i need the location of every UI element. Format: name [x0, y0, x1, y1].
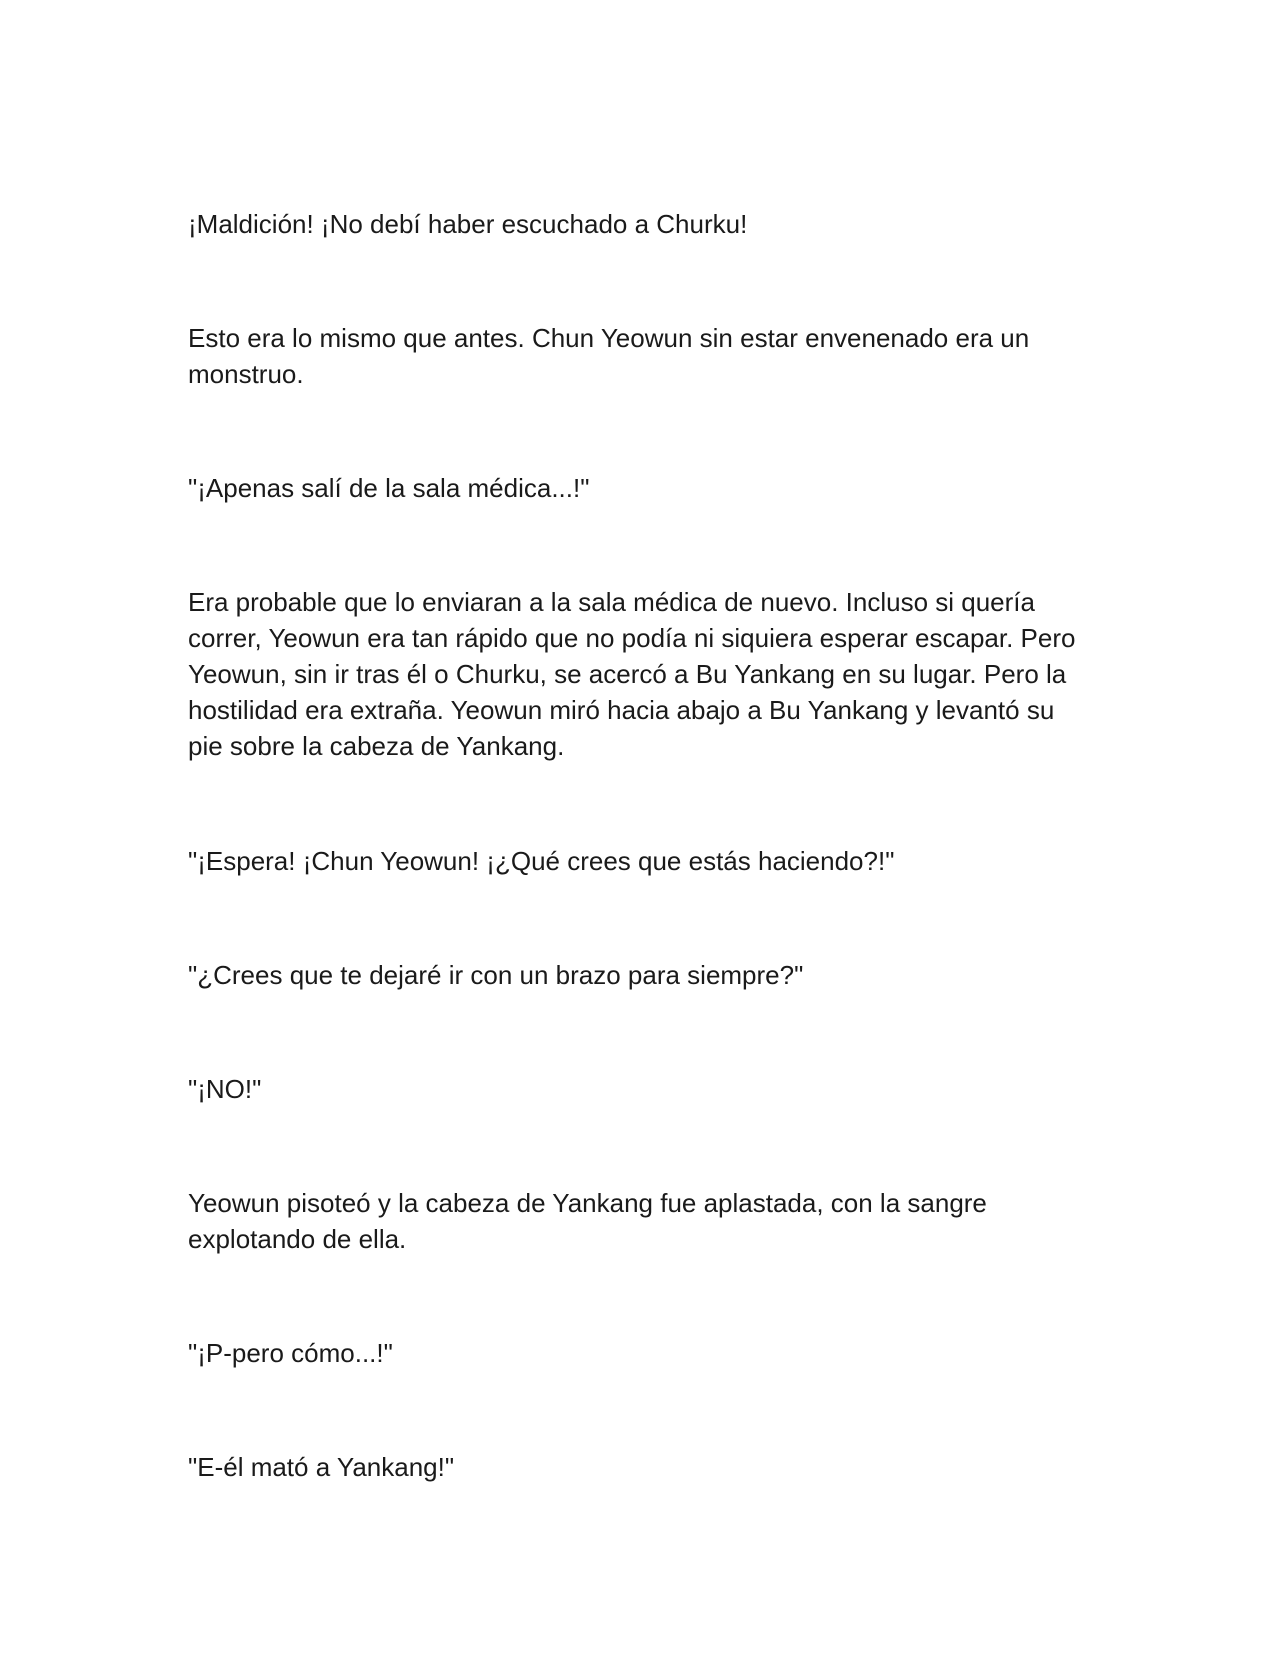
dialogue-line-5: "¡P-pero cómo...!"	[188, 1338, 393, 1368]
dialogue-line-2: "¡Espera! ¡Chun Yeowun! ¡¿Qué crees que estás haciendo?!"	[188, 846, 895, 876]
dialogue-line-4: "¡NO!"	[188, 1074, 262, 1104]
dialogue-line-3: "¿Crees que te dejaré ir con un brazo para siempre?"	[188, 960, 804, 990]
dialogue-line-1: "¡Apenas salí de la sala médica...!"	[188, 473, 590, 503]
paragraph-4: Yeowun pisoteó y la cabeza de Yankang fue aplastada, con la sangre explotando de ella.	[188, 1188, 987, 1254]
paragraph-1: ¡Maldición! ¡No debí haber escuchado a Churku!	[188, 209, 748, 239]
paragraph-3: Era probable que lo enviaran a la sala médica de nuevo. Incluso si quería correr, Yeowun era tan rápido que no podía ni siquiera esperar escapar. Pero Yeowun, sin ir tras él o Churku, se acercó a Bu Yankang en su lugar. Pero la hostilidad era extraña. Yeowun miró hacia abajo a Bu Yankang y levantó su pie sobre la cabeza de Yankang.	[188, 587, 1076, 761]
paragraph-2: Esto era lo mismo que antes. Chun Yeowun sin estar envenenado era un monstruo.	[188, 323, 1030, 389]
dialogue-line-6: "E-él mató a Yankang!"	[188, 1452, 455, 1482]
